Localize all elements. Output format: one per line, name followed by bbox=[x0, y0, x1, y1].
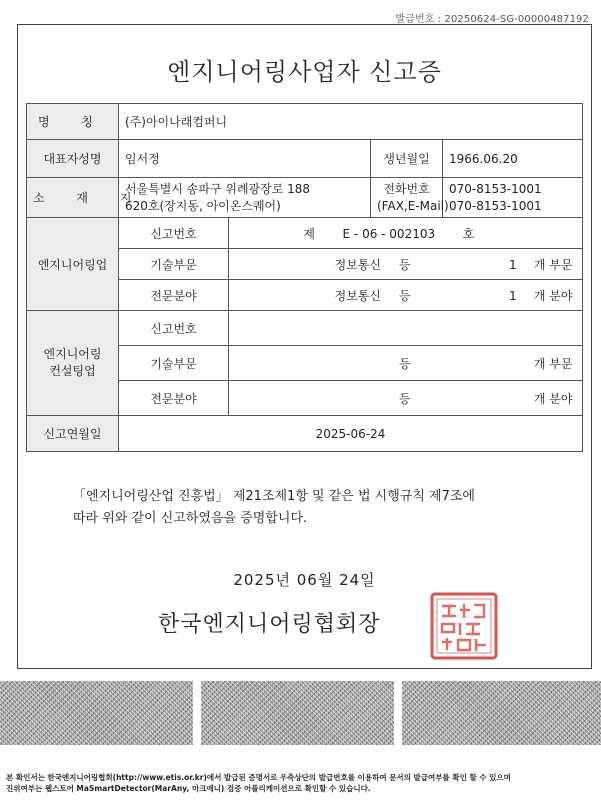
consulting-field-unit: 개 분야 bbox=[533, 391, 573, 406]
verification-footnote bbox=[6, 772, 596, 794]
phone-number-1: 070-8153-1001 bbox=[449, 181, 542, 196]
certificate-table bbox=[26, 103, 583, 452]
report-date-value: 2025-06-24 bbox=[119, 416, 583, 452]
footnote-line-2: 진위여부는 웹스토어 MaSmartDetector(MarAny, 마크애니) 검증 어플리케이션으로 확인할 수 있습니다. bbox=[6, 784, 371, 793]
security-pattern bbox=[201, 681, 394, 745]
engineering-report-row bbox=[27, 218, 583, 249]
consulting-tech-grade: 등 bbox=[399, 356, 411, 371]
security-pattern bbox=[0, 681, 193, 745]
issue-date: 2025년 06월 24일 bbox=[233, 571, 376, 589]
footnote-line-1: 본 확인서는 한국엔지니어링협회(http://www.etis.or.kr)에서 발급된 증명서로 우측상단의 발급번호를 이용하여 문서의 발급여부를 확인 할 수 있으며 bbox=[6, 773, 511, 782]
tech-unit: 개 부문 bbox=[533, 257, 573, 272]
birth-date: 1966.06.20 bbox=[443, 140, 583, 178]
engineering-label: 엔지니어링업 bbox=[27, 218, 119, 311]
phone-number-2: 070-8153-1001 bbox=[449, 198, 542, 213]
phone-label-line-1: 전화번호 bbox=[383, 181, 430, 196]
certification-statement bbox=[73, 486, 543, 530]
tech-grade: 등 bbox=[399, 257, 411, 272]
consulting-label-line-1: 엔지니어링 bbox=[43, 347, 102, 361]
field-count: 1 bbox=[509, 288, 517, 303]
name-label: 명 칭 bbox=[27, 104, 119, 140]
report-no-suffix: 호 bbox=[462, 226, 475, 241]
address-row bbox=[27, 178, 583, 218]
report-no-prefix: 제 bbox=[303, 226, 315, 241]
official-seal-icon bbox=[430, 592, 498, 660]
engineering-field-value bbox=[229, 280, 583, 311]
consulting-tech-label: 기술부문 bbox=[119, 346, 229, 381]
consulting-tech-unit: 개 부문 bbox=[533, 356, 573, 371]
consulting-report-no-label: 신고번호 bbox=[119, 311, 229, 346]
birth-label: 생년월일 bbox=[371, 140, 443, 178]
address-label: 소 재 지 bbox=[27, 178, 119, 218]
representative-row bbox=[27, 140, 583, 178]
consulting-label bbox=[27, 311, 119, 416]
engineering-report-no bbox=[229, 218, 583, 249]
tech-field-name: 정보통신 bbox=[334, 257, 381, 272]
engineering-report-no-label: 신고번호 bbox=[119, 218, 229, 249]
security-pattern bbox=[402, 681, 601, 745]
address-line-1: 서울특별시 송파구 위례광장로 188 bbox=[125, 181, 311, 196]
statement-line-2: 따라 위와 같이 신고하였음을 증명합니다. bbox=[73, 511, 308, 526]
statement-line-1: 「엔지니어링산업 진흥법」 제21조제1항 및 같은 법 시행규칙 제7조에 bbox=[73, 489, 475, 504]
representative-name: 임서정 bbox=[119, 140, 371, 178]
tech-count: 1 bbox=[509, 257, 517, 272]
field-name: 정보통신 bbox=[334, 288, 381, 303]
document-title: 엔지니어링사업자 신고증 bbox=[167, 58, 442, 86]
report-date-row bbox=[27, 416, 583, 452]
engineering-tech-value bbox=[229, 249, 583, 280]
company-name: (주)아이나래컴퍼니 bbox=[119, 104, 583, 140]
address-line-2: 620호(장지동, 아이온스퀘어) bbox=[125, 198, 281, 213]
phone-label bbox=[371, 178, 449, 218]
issue-number: 발급번호 : 20250624-SG-00000487192 bbox=[395, 14, 589, 25]
field-unit: 개 분야 bbox=[533, 288, 573, 303]
phone-value bbox=[443, 178, 583, 218]
field-grade: 등 bbox=[399, 288, 411, 303]
consulting-report-no bbox=[229, 311, 583, 346]
consulting-report-row bbox=[27, 311, 583, 346]
consulting-field-grade: 등 bbox=[399, 391, 411, 406]
report-no-value: E - 06 - 002103 bbox=[342, 226, 436, 241]
issuer-name: 한국엔지니어링협회장 bbox=[158, 612, 381, 637]
consulting-field-value bbox=[229, 381, 583, 416]
consulting-tech-value bbox=[229, 346, 583, 381]
representative-label: 대표자성명 bbox=[27, 140, 119, 178]
phone-label-line-2: (FAX,E-Mail) bbox=[377, 198, 449, 213]
address-value bbox=[119, 178, 371, 218]
engineering-field-label: 전문분야 bbox=[119, 280, 229, 311]
name-row bbox=[27, 104, 583, 140]
report-date-label: 신고연월일 bbox=[27, 416, 119, 452]
consulting-label-line-2: 컨설팅업 bbox=[49, 364, 96, 378]
consulting-field-label: 전문분야 bbox=[119, 381, 229, 416]
engineering-tech-label: 기술부문 bbox=[119, 249, 229, 280]
